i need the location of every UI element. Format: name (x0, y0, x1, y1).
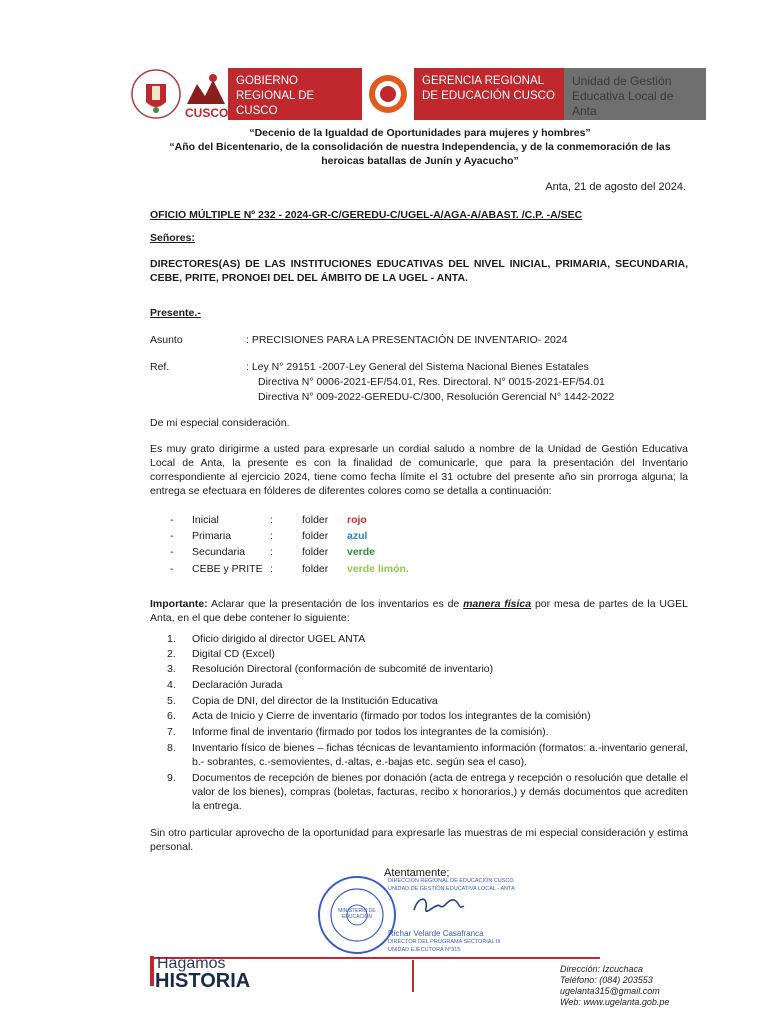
footer-contact (560, 964, 669, 1008)
importante-label: Importante: (150, 598, 208, 610)
stamp-line-4: UNIDAD EJECUTORA N°315 (388, 947, 461, 953)
folder-dash: - (170, 563, 174, 575)
folder-row (170, 513, 570, 527)
greeting: De mi especial consideración. (150, 417, 290, 429)
footer-web[interactable]: Web: www.ugelanta.gob.pe (560, 997, 670, 1007)
req-text: Informe final de inventario (firmado por todos los integrantes de la comisión). (192, 726, 549, 738)
stamp-line-2: UNIDAD DE GESTIÓN EDUCATIVA LOCAL - ANTA (388, 886, 515, 892)
folder-prefix: folder (302, 530, 329, 542)
asunto-label: Asunto (150, 334, 183, 346)
gerencia-logo (366, 70, 410, 118)
folder-color: verde limón. (347, 563, 409, 575)
ugel-banner: Unidad de Gestión Educativa Local de Anta (564, 68, 706, 120)
req-text: Inventario físico de bienes – fichas técnicas de levantamiento información (formatos: a.-inventario general, b.- sobrantes, c.-semovientes, d.-altas, e.-bajas etc. según sea el caso). (192, 742, 688, 768)
stamp-line-1: DIRECCIÓN REGIONAL DE EDUCACIÓN CUSCO (388, 878, 514, 884)
footer-historia: HISTORIA (155, 970, 251, 992)
senores-label: Señores: (150, 232, 195, 244)
footer-email[interactable]: ugelanta315@gmail.com (560, 986, 660, 996)
cusco-logo-text: CUSCO (185, 106, 229, 120)
official-seal (316, 874, 398, 956)
req-number: 4. (167, 679, 176, 691)
req-number: 2. (167, 648, 176, 660)
folder-prefix: folder (302, 514, 329, 526)
ref-line-2: Directiva N° 0006-2021-EF/54.01, Res. Directoral. N° 0015-2021-EF/54.01 (258, 376, 605, 388)
signature-stamp (388, 878, 515, 960)
closing-paragraph: Sin otro particular aprovecho de la oportunidad para expresarle las muestras de mi especial consideración y estima personal. (150, 827, 688, 853)
letter-date: Anta, 21 de agosto del 2024. (545, 181, 686, 193)
footer-divider (412, 960, 414, 992)
folder-color: rojo (347, 514, 367, 526)
seal-text: MINISTERIO DE EDUCACIÓN (338, 908, 376, 920)
folder-colon: : (270, 530, 273, 542)
gerencia-regional-banner: GERENCIA REGIONAL DE EDUCACIÓN CUSCO (414, 68, 564, 120)
req-text: Acta de Inicio y Cierre de inventario (firmado por todos los integrantes de la comisión) (192, 710, 591, 722)
presente-label: Presente.- (150, 307, 201, 319)
folder-colon: : (270, 563, 273, 575)
folder-colon: : (270, 514, 273, 526)
stamp-line-3: DIRECTOR DEL PROGRAMA SECTORIAL III (388, 939, 501, 945)
importante-emphasis: manera física (463, 598, 532, 610)
folder-dash: - (170, 546, 174, 558)
folder-color: azul (347, 530, 368, 542)
folder-level: Primaria (192, 530, 232, 542)
decenio-motto: “Decenio de la Igualdad de Oportunidades para mujeres y hombres” (249, 127, 591, 139)
req-number: 6. (167, 710, 176, 722)
req-number: 5. (167, 695, 176, 707)
folder-level: CEBE y PRITE (192, 563, 263, 575)
footer-hagamos: Hagamos (157, 955, 226, 972)
folder-dash: - (170, 530, 174, 542)
footer-telefono: Teléfono: (084) 203553 (560, 975, 653, 985)
oficio-number: OFICIO MÚLTIPLE Nº 232 - 2024-GR-C/GEREDU-C/UGEL-A/AGA-A/ABAST. /C.P. -A/SEC (150, 209, 583, 221)
gobierno-regional-banner: GOBIERNO REGIONAL DE CUSCO (228, 68, 362, 120)
ref-label: Ref. (150, 361, 170, 373)
folder-color: verde (347, 546, 376, 558)
folder-dash: - (170, 514, 174, 526)
body-paragraph: Es muy grato dirigirme a usted para expresarle un cordial saludo a nombre de la Unidad de Gestión Educativa Local de Anta, la presente es con la finalidad de comunicarle, que para la presentación del Inventario correspondiente al ejercicio 2024, tiene como fecha límite el 31 octubre del presente año sin prorroga alguna; la entrega se efectuara en fólderes de diferentes colores como se detalla a continuación: (150, 443, 688, 497)
folder-prefix: folder (302, 546, 329, 558)
folder-row (170, 529, 570, 543)
ref-line-1: : Ley N° 29151 -2007-Ley General del Sistema Nacional Bienes Estatales (246, 361, 589, 373)
req-number: 1. (167, 633, 176, 645)
req-text: Documentos de recepción de bienes por donación (acta de entrega y recepción o resolución que detalle el valor de los bienes), compras (boletas, facturas, recibo x honorarios,) y demás documentos que acrediten la entrega. (192, 772, 688, 812)
folder-level: Secundaria (192, 546, 246, 558)
year-motto: “Año del Bicentenario, de la consolidación de nuestra Independencia, y de la conmemoración de las heroicas batallas de Junín y Ayacucho” (169, 141, 671, 167)
addressee: DIRECTORES(AS) DE LAS INSTITUCIONES EDUCATIVAS DEL NIVEL INICIAL, PRIMARIA, SECUNDARIA, CEBE, PRITE, PRONOEI DEL DEL ÁMBITO DE LA UGEL - ANTA. (150, 258, 688, 284)
importante-text-2: por mesa de partes de la UGEL Anta, en el que debe contener lo siguiente: (150, 598, 689, 624)
folder-colon: : (270, 546, 273, 558)
stamp-name: Richar Velarde Casafranca (388, 929, 484, 938)
req-text: Digital CD (Excel) (192, 648, 275, 660)
folder-row (170, 545, 570, 559)
atentamente: Atentamente; (384, 867, 450, 879)
req-text: Oficio dirigido al director UGEL ANTA (192, 633, 366, 645)
footer-accent-bar (150, 956, 154, 986)
peru-coat-of-arms-logo (130, 66, 182, 122)
ref-line-3: Directiva N° 009-2022-GEREDU-C/300, Resolución Gerencial N° 1442-2022 (258, 391, 615, 403)
importante-text-1: Aclarar que la presentación de los inventarios es de (211, 598, 460, 610)
folder-prefix: folder (302, 563, 329, 575)
req-text: Resolución Directoral (conformación de subcomité de inventario) (192, 663, 494, 675)
cusco-logo (183, 66, 228, 122)
footer-direccion: Dirección: Izcuchaca (560, 964, 644, 974)
signature-scribble (408, 892, 468, 922)
importante-paragraph (150, 597, 688, 625)
asunto-value: : PRECISIONES PARA LA PRESENTACIÓN DE INVENTARIO- 2024 (246, 334, 568, 346)
req-number: 9. (167, 772, 176, 784)
req-text: Declaración Jurada (192, 679, 283, 691)
folder-row (170, 562, 570, 576)
req-number: 8. (167, 742, 176, 754)
req-number: 3. (167, 663, 176, 675)
folder-level: Inicial (192, 514, 219, 526)
req-number: 7. (167, 726, 176, 738)
req-text: Copia de DNI, del director de la Institución Educativa (192, 695, 438, 707)
